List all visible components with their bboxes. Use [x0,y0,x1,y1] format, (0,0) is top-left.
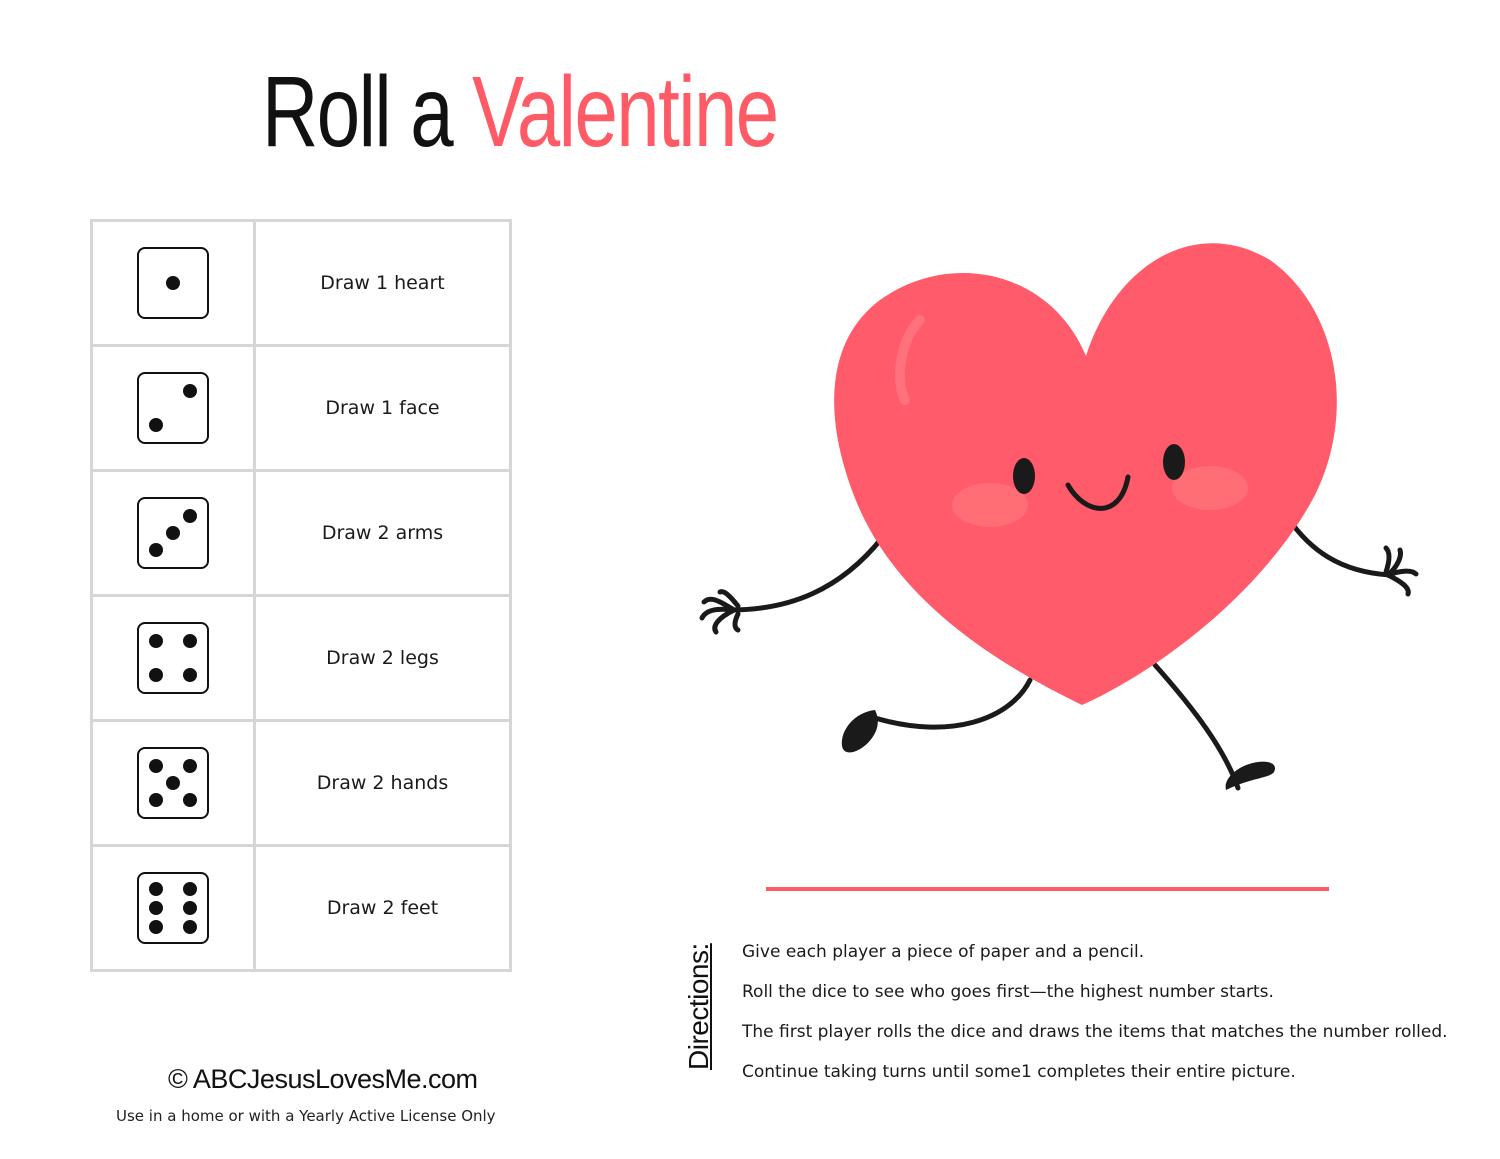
roll-row-6 [92,846,511,971]
die-5-icon [137,747,209,819]
roll-row-4 [92,596,511,721]
direction-step: The first player rolls the dice and draws the items that matches the number rolled. [742,1022,1448,1042]
directions-heading: Directions: [683,943,714,1070]
license-note: Use in a home or with a Yearly Active License Only [116,1107,496,1125]
die-pip [149,920,163,934]
directions-list [742,932,1448,1092]
die-pip [166,276,180,290]
roll-row-1 [92,221,511,346]
die-pip [149,668,163,682]
die-2-icon [137,372,209,444]
copyright: © ABCJesusLovesMe.com [168,1064,478,1094]
die-pip [166,526,180,540]
roll-row-3 [92,471,511,596]
die-pip [183,509,197,523]
die-pip [149,793,163,807]
direction-step: Roll the dice to see who goes first—the highest number starts. [742,982,1274,1002]
title-part-2: Valentine [472,56,778,168]
direction-step: Continue taking turns until some1 completes their entire picture. [742,1062,1296,1082]
die-pip [183,920,197,934]
die-pip [149,759,163,773]
die-pip [149,634,163,648]
roll-table [90,219,512,972]
name-line [766,887,1329,891]
smiling-heart-character-icon [690,230,1430,810]
roll-label: Draw 2 feet [255,846,511,971]
roll-row-2 [92,346,511,471]
direction-step: Give each player a piece of paper and a pencil. [742,942,1145,962]
roll-label: Draw 2 hands [255,721,511,846]
die-pip [183,901,197,915]
die-pip [183,759,197,773]
die-4-icon [137,622,209,694]
die-1-icon [137,247,209,319]
die-pip [183,668,197,682]
die-6-icon [137,872,209,944]
die-pip [166,776,180,790]
roll-label: Draw 1 heart [255,221,511,346]
die-pip [149,882,163,896]
die-pip [149,543,163,557]
die-pip [183,384,197,398]
die-3-icon [137,497,209,569]
title-part-1: Roll a [262,56,453,168]
roll-label: Draw 2 arms [255,471,511,596]
roll-label: Draw 1 face [255,346,511,471]
die-pip [183,634,197,648]
roll-row-5 [92,721,511,846]
die-pip [183,793,197,807]
page-title [262,52,778,172]
die-pip [149,418,163,432]
die-pip [149,901,163,915]
roll-label: Draw 2 legs [255,596,511,721]
die-pip [183,882,197,896]
